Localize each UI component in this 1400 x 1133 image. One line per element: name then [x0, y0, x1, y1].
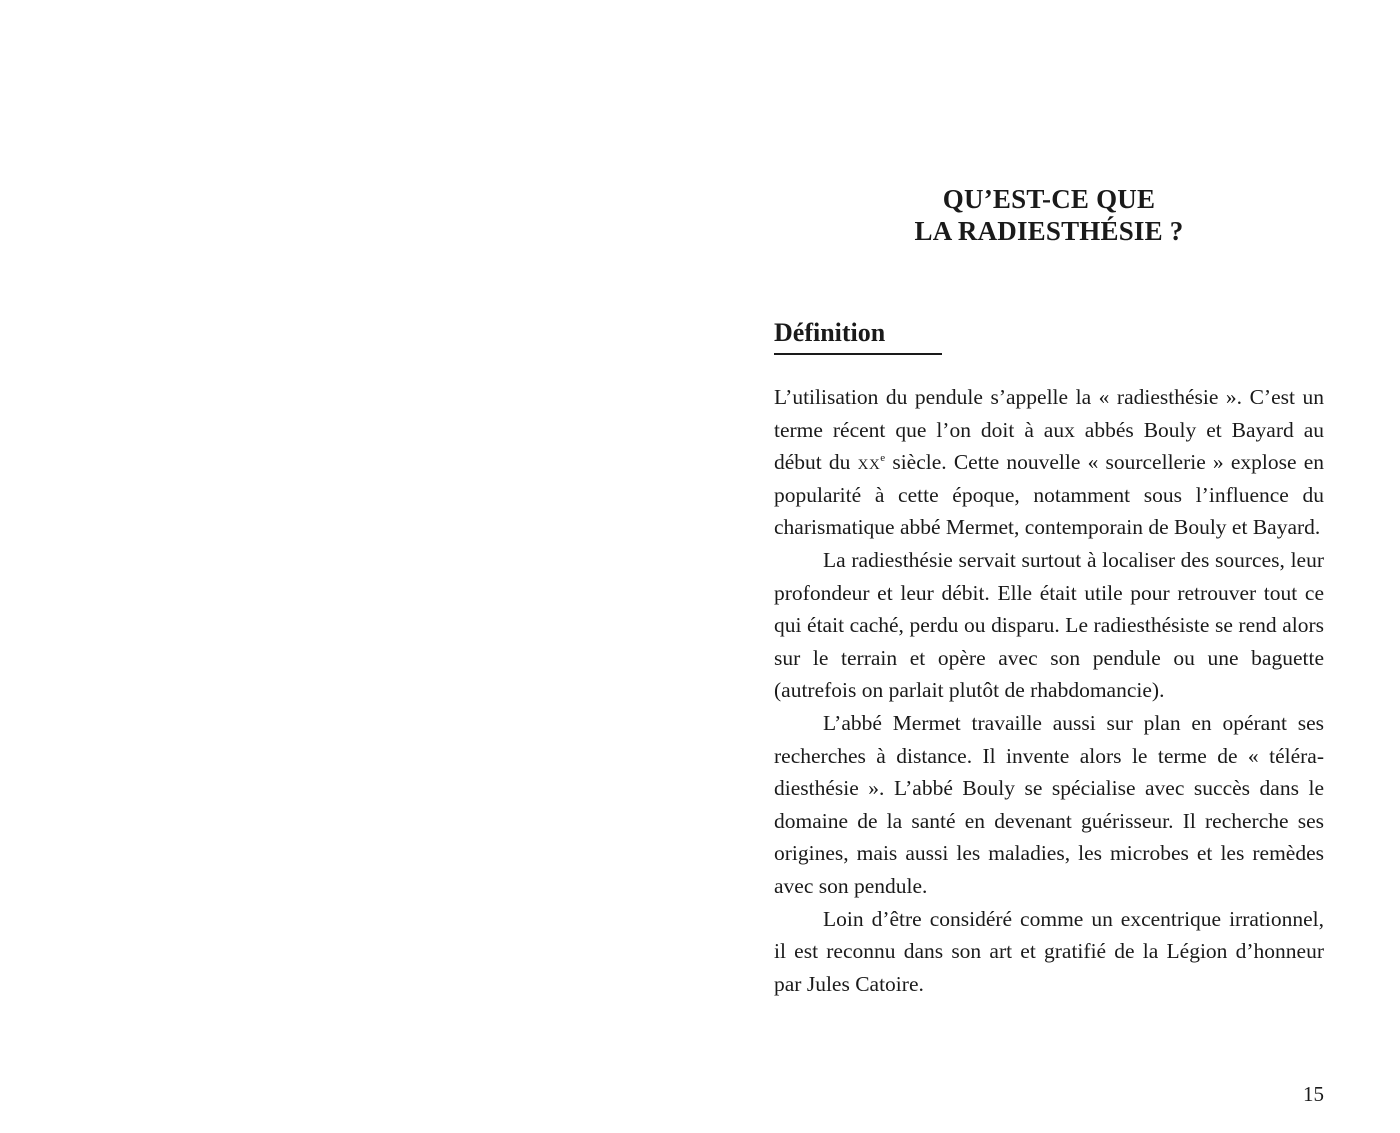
section-heading-underline [774, 353, 942, 355]
chapter-title-line-1: QU’EST-CE QUE [942, 184, 1156, 214]
chapter-title-line-2: LA RADIESTHÉSIE ? [914, 216, 1184, 246]
chapter-title [774, 183, 1324, 247]
page-number: 15 [1303, 1082, 1324, 1106]
paragraph-1-part-1: L’utilisation du pendule s’appelle la « radiesthésie ». C’est un terme récent que l’on doit à aux abbés Bouly et Bayard au début du [774, 385, 1324, 475]
right-page [700, 0, 1400, 1133]
paragraph-1 [774, 381, 1324, 544]
paragraph-2: La radiesthésie servait surtout à localiser des sources, leur profondeur et leur débit. Elle était utile pour retrouver tout ce qui était caché, perdu ou disparu. Le radiesthésiste se rend alors sur le terrain et opère avec son pendule ou une baguette (autrefois on parlait plutôt de rhabdomancie). [774, 547, 1324, 703]
paragraph-1-part-2: siècle. Cette nouvelle « sourcellerie » explose en popularité à cette époque, notamment sous l’influence du charismatique abbé Mermet, contemporain de Bouly et Bayard. [774, 450, 1324, 540]
section-heading: Définition [774, 318, 886, 347]
paragraph-3: L’abbé Mermet travaille aussi sur plan en opérant ses recherches à distance. Il invente alors le terme de « téléradiesthésie ». L’abbé Bouly se spécialise avec succès dans le domaine de la santé en devenant guérisseur. Il recherche ses origines, mais aussi les maladies, les microbes et les remèdes avec son pendule. [774, 710, 1324, 898]
paragraph-4: Loin d’être considéré comme un excentrique irrationnel, il est reconnu dans son art et gratifié de la Légion d’honneur par Jules Catoire. [774, 906, 1324, 996]
century-numeral: xx [857, 450, 881, 475]
century-superscript: e [880, 452, 886, 465]
body-text [774, 381, 1324, 1000]
